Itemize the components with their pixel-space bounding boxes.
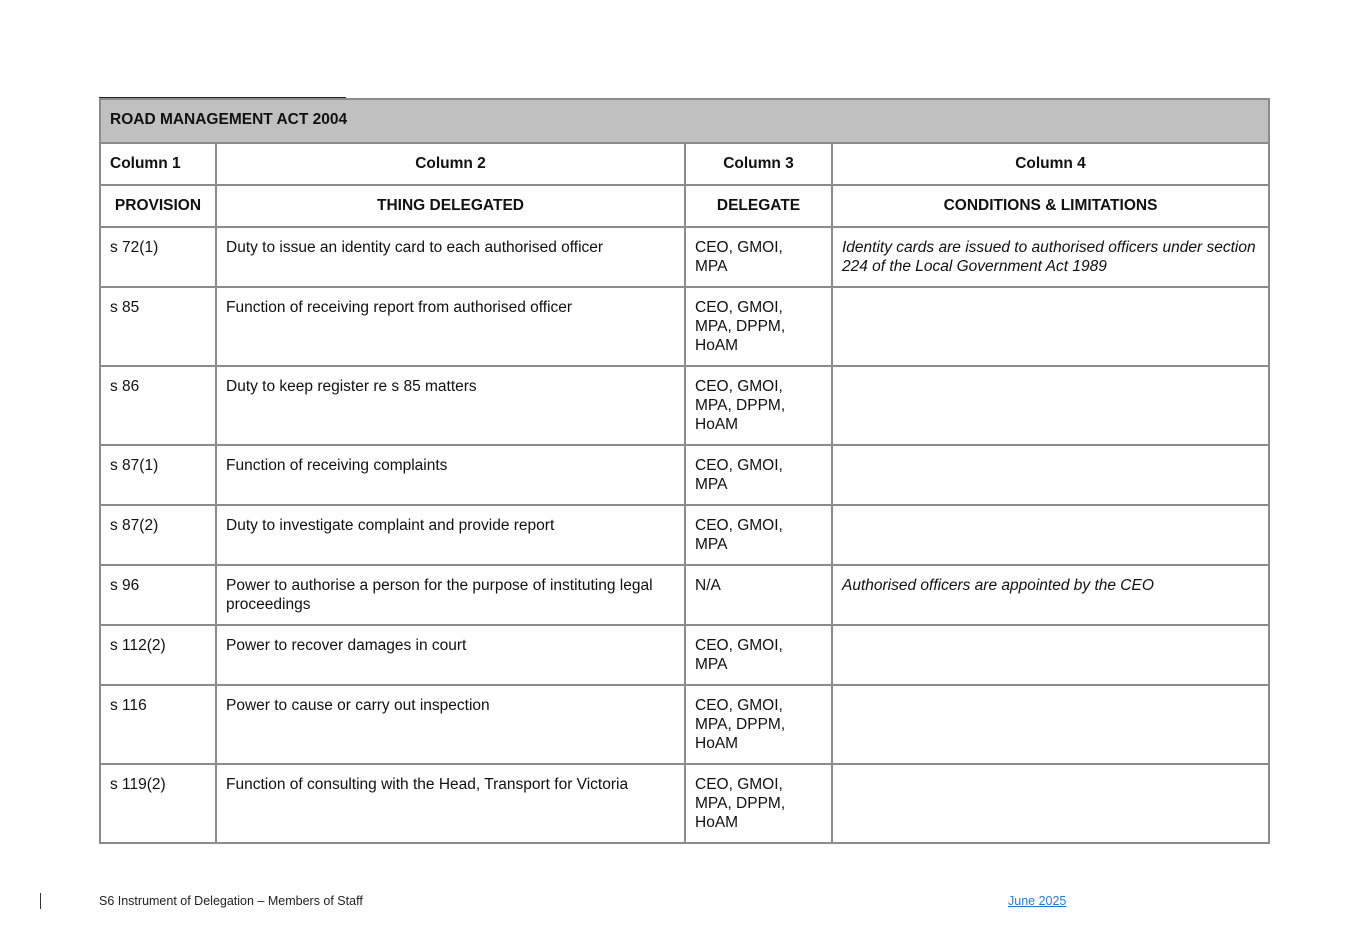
cell-provision: s 72(1) [100, 227, 216, 287]
cell-provision: s 87(2) [100, 505, 216, 565]
cell-thing-delegated: Function of consulting with the Head, Transport for Victoria [216, 764, 685, 843]
cell-thing-delegated: Power to cause or carry out inspection [216, 685, 685, 764]
column-number-row [100, 143, 1269, 185]
table-title: ROAD MANAGEMENT ACT 2004 [100, 99, 1269, 143]
cell-provision: s 86 [100, 366, 216, 445]
table-row [100, 505, 1269, 565]
cell-conditions: Identity cards are issued to authorised officers under section 224 of the Local Government Act 1989 [832, 227, 1269, 287]
cell-thing-delegated: Power to authorise a person for the purpose of instituting legal proceedings [216, 565, 685, 625]
table-row [100, 445, 1269, 505]
cell-thing-delegated: Function of receiving report from authorised officer [216, 287, 685, 366]
delegation-table [99, 98, 1270, 844]
header-conditions: CONDITIONS & LIMITATIONS [832, 185, 1269, 227]
cell-conditions [832, 287, 1269, 366]
cell-delegate: CEO, GMOI, MPA, DPPM, HoAM [685, 764, 832, 843]
cell-delegate: N/A [685, 565, 832, 625]
column-number-2: Column 2 [216, 143, 685, 185]
cell-provision: s 119(2) [100, 764, 216, 843]
cell-provision: s 87(1) [100, 445, 216, 505]
footer-document-title: S6 Instrument of Delegation – Members of Staff [99, 894, 363, 908]
table-row [100, 227, 1269, 287]
header-thing-delegated: THING DELEGATED [216, 185, 685, 227]
table-row [100, 764, 1269, 843]
cell-delegate: CEO, GMOI, MPA [685, 445, 832, 505]
column-number-1: Column 1 [100, 143, 216, 185]
cell-delegate: CEO, GMOI, MPA, DPPM, HoAM [685, 685, 832, 764]
table-row [100, 287, 1269, 366]
cell-conditions: Authorised officers are appointed by the CEO [832, 565, 1269, 625]
cell-conditions [832, 505, 1269, 565]
cell-thing-delegated: Function of receiving complaints [216, 445, 685, 505]
cell-conditions [832, 366, 1269, 445]
table-row [100, 366, 1269, 445]
header-provision: PROVISION [100, 185, 216, 227]
cell-delegate: CEO, GMOI, MPA, DPPM, HoAM [685, 366, 832, 445]
cell-thing-delegated: Duty to keep register re s 85 matters [216, 366, 685, 445]
cell-thing-delegated: Duty to issue an identity card to each authorised officer [216, 227, 685, 287]
cell-conditions [832, 625, 1269, 685]
table-row [100, 565, 1269, 625]
header-delegate: DELEGATE [685, 185, 832, 227]
table-row [100, 625, 1269, 685]
cell-conditions [832, 764, 1269, 843]
cell-provision: s 116 [100, 685, 216, 764]
cell-conditions [832, 685, 1269, 764]
cell-provision: s 112(2) [100, 625, 216, 685]
column-header-row [100, 185, 1269, 227]
cell-conditions [832, 445, 1269, 505]
cell-delegate: CEO, GMOI, MPA, DPPM, HoAM [685, 287, 832, 366]
cell-thing-delegated: Duty to investigate complaint and provide report [216, 505, 685, 565]
footer-date-link[interactable]: June 2025 [1008, 894, 1067, 908]
cell-delegate: CEO, GMOI, MPA [685, 227, 832, 287]
cell-delegate: CEO, GMOI, MPA [685, 625, 832, 685]
column-number-3: Column 3 [685, 143, 832, 185]
cell-delegate: CEO, GMOI, MPA [685, 505, 832, 565]
column-number-4: Column 4 [832, 143, 1269, 185]
change-bar [40, 893, 41, 909]
cell-thing-delegated: Power to recover damages in court [216, 625, 685, 685]
table-row [100, 685, 1269, 764]
cell-provision: s 85 [100, 287, 216, 366]
cell-provision: s 96 [100, 565, 216, 625]
